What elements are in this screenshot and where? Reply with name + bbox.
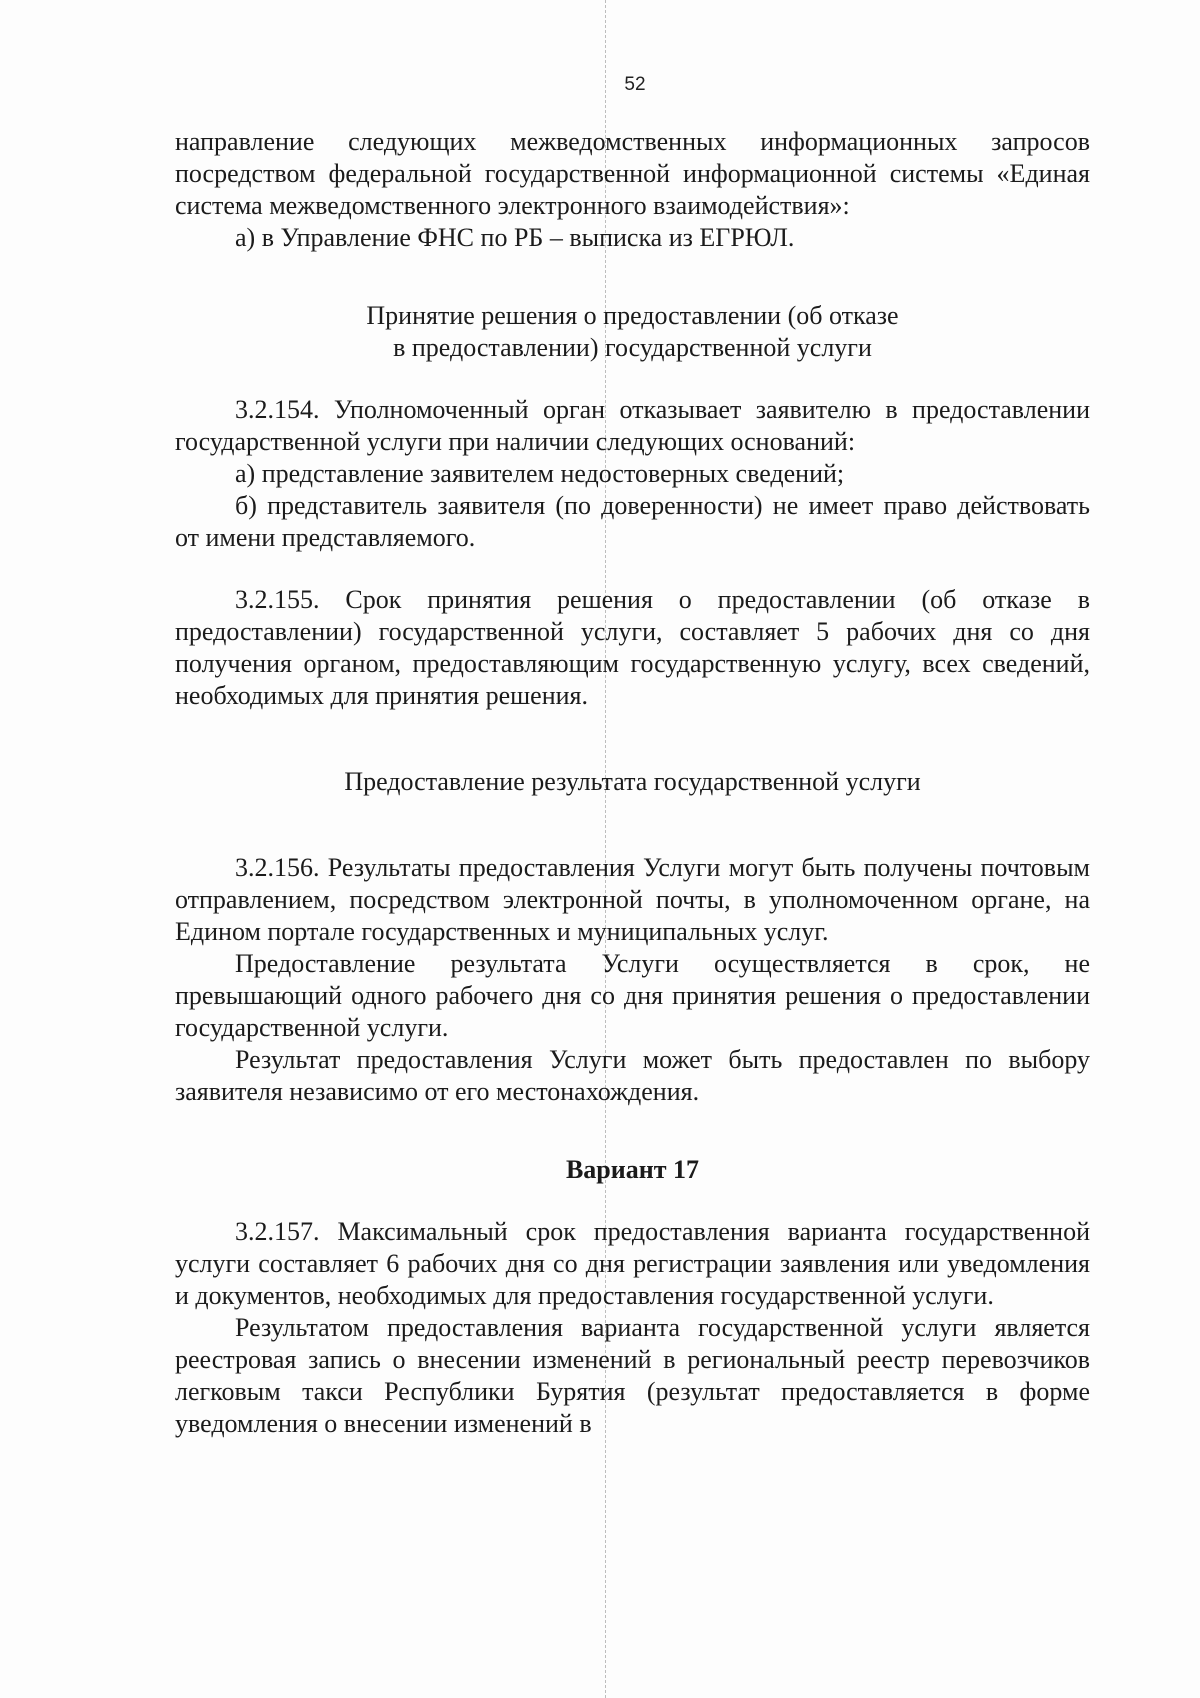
- paragraph-3-2-155: 3.2.155. Срок принятия решения о предоставлении (об отказе в предоставлении) государственной услуги, составляет 5 рабочих дня со дня получения органом, предоставляющим государственную услугу, всех сведений, необходимых для принятия решения.: [175, 585, 1090, 710]
- list-item-a: а) представление заявителем недостоверных сведений;: [235, 459, 845, 488]
- paragraph-result-choice: Результат предоставления Услуги может быть предоставлен по выбору заявителя независимо от его местонахождения.: [175, 1045, 1090, 1106]
- paragraph-intro-requests: направление следующих межведомственных информационных запросов посредством федеральной государственной информационной системы «Единая система межведомственного электронного взаимодействия»:: [175, 127, 1090, 220]
- document-body: [175, 126, 1090, 1440]
- paragraph-result-term: Предоставление результата Услуги осуществляется в срок, не превышающий одного рабочего дня со дня принятия решения о предоставлении государственной услуги.: [175, 949, 1090, 1042]
- section-heading-decision: [175, 300, 1090, 364]
- paragraph-3-2-156: 3.2.156. Результаты предоставления Услуги могут быть получены почтовым отправлением, посредством электронной почты, в уполномоченном органе, на Едином портале государственных и муниципальных услуг.: [175, 853, 1090, 946]
- page-number: 52: [624, 74, 646, 95]
- paragraph-fns-request: а) в Управление ФНС по РБ – выписка из ЕГРЮЛ.: [235, 223, 795, 252]
- paragraph-3-2-154: 3.2.154. Уполномоченный орган отказывает заявителю в предоставлении государственной услуги при наличии следующих оснований:: [175, 395, 1090, 456]
- variant-heading: [175, 1154, 1090, 1186]
- paragraph-result-registry: Результатом предоставления варианта государственной услуги является реестровая запись о внесении изменений в региональный реестр перевозчиков легковым такси Республики Бурятия (результат предоставляется в форме уведомления о внесении изменений в: [175, 1313, 1090, 1438]
- paragraph-3-2-157: 3.2.157. Максимальный срок предоставления варианта государственной услуги составляет 6 рабочих дня со дня регистрации заявления или уведомления и документов, необходимых для предоставления государственной услуги.: [175, 1217, 1090, 1310]
- heading-line: Принятие решения о предоставлении (об отказе: [366, 301, 899, 330]
- section-heading-result: [175, 766, 1090, 798]
- heading-line: Вариант 17: [565, 1155, 700, 1184]
- heading-line: в предоставлении) государственной услуги: [393, 333, 872, 362]
- heading-line: Предоставление результата государственной услуги: [344, 767, 921, 796]
- list-item-b: б) представитель заявителя (по доверенности) не имеет право действовать от имени представляемого.: [175, 491, 1090, 552]
